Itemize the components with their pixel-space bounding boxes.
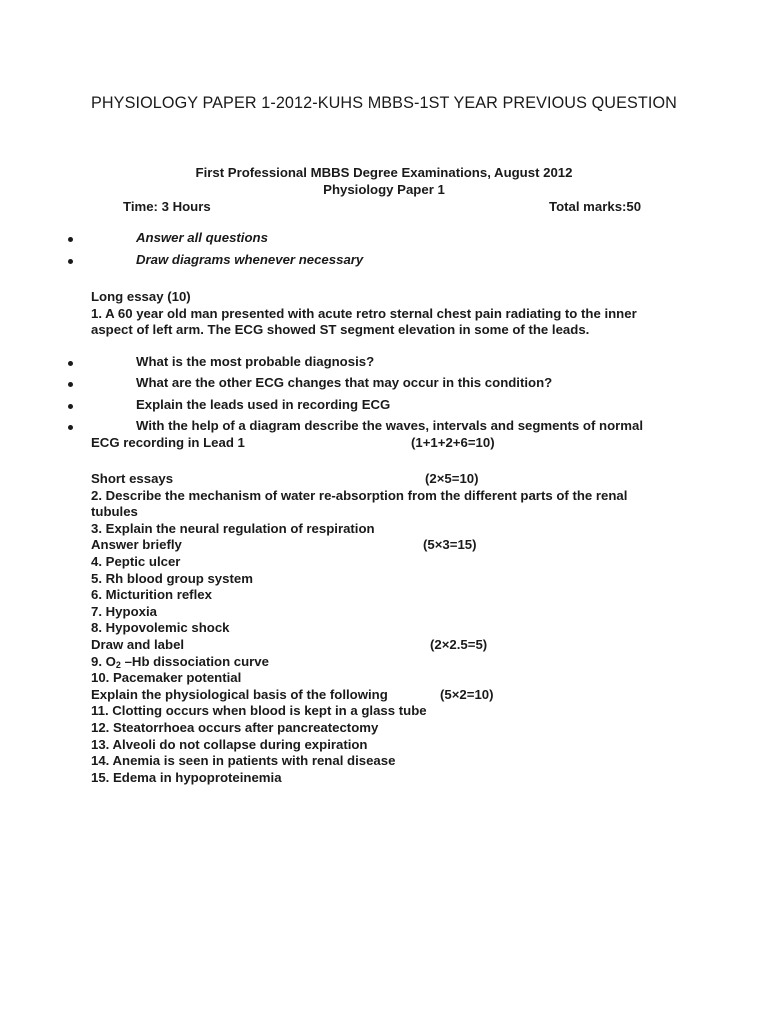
marks-label: (2×2.5=5) [430, 636, 488, 652]
paper-name: Physiology Paper 1 [323, 182, 445, 197]
questions-section [91, 471, 681, 786]
question-text: ECG recording in Lead 1 [91, 435, 245, 450]
section-heading: Long essay (10) [91, 289, 191, 304]
question-text: tubules [91, 504, 138, 520]
question-text: 7. Hypoxia [91, 603, 157, 619]
bullet-icon [68, 361, 73, 366]
section-heading: Answer briefly [91, 537, 182, 553]
marks-label: (5×3=15) [423, 537, 477, 553]
question-text: 8. Hypovolemic shock [91, 620, 230, 636]
question-text: 6. Micturition reflex [91, 587, 212, 603]
section-heading: Short essays [91, 471, 174, 486]
bullet-icon [68, 382, 73, 387]
section-heading: Draw and label [91, 636, 185, 652]
question-text: 15. Edema in hypoproteinemia [91, 769, 282, 785]
long-essay-continuation [91, 435, 681, 452]
marks-label: (1+1+2+6=10) [411, 435, 495, 450]
question-text: 14. Anemia is seen in patients with renal disease [91, 753, 396, 769]
marks-label: (2×5=10) [425, 471, 479, 486]
bullet-icon [68, 237, 73, 242]
question-text: 12. Steatorrhoea occurs after pancreatectomy [91, 719, 379, 735]
question-text: 10. Pacemaker potential [91, 670, 242, 686]
question-text: 1. A 60 year old man presented with acute retro sternal chest pain radiating to the inner [91, 305, 637, 321]
question-text: 13. Alveoli do not collapse during expiration [91, 736, 368, 752]
bullet-icon [68, 259, 73, 264]
question-text: 5. Rh blood group system [91, 570, 253, 586]
document-page: PHYSIOLOGY PAPER 1-2012-KUHS MBBS-1ST YEAR PREVIOUS QUESTION First Professional MBBS Degree Examinations, August 2012 Physiology Paper 1 Time: 3 Hours Total marks:50 Answer all questions Draw diagrams whenever necessary Long essay (10) 1. A 60 year old man presented with acute retro sternal chest pain radiating to the inner aspect of left arm. The ECG showed ST segment elevation in some of the leads. What is the most probable diagnosis? What are the other ECG changes that may occur in this condition? Explain the leads used in recording ECG With the help of a diagram describe the waves, intervals and segments of normal ECG recording in Lead 1 (1+1+2+6=10) Short essays (2×5=10) 2. Describe the mechanism of water re-absorption from the different parts of the renal tubules 3. Explain the neural regulation of respiration Answer briefly (5×3=15) 4. Peptic ulcer 5. Rh blood group system 6. Micturition reflex 7. Hypoxia 8. Hypovolemic shock Draw and label (2×2.5=5) 9. $O_2$ –Hb dissociation curve 10. Pacemaker potential Explain the physiological basis of the following (5×2=10) 11. Clotting occurs when blood is kept in a glass tube 12. Steatorrhoea occurs after pancreatectomy 13. Alveoli do not collapse during expiration 14. Anemia is seen in patients with renal disease 15. Edema in hypoproteinemia [0, 0, 768, 1024]
section-heading: Explain the physiological basis of the following [91, 686, 388, 702]
question-text: aspect of left arm. The ECG showed ST segment elevation in some of the leads. [91, 322, 590, 338]
bullet-icon [68, 404, 73, 409]
question-text: 4. Peptic ulcer [91, 553, 181, 569]
total-marks-label: Total marks:50 [549, 199, 642, 214]
question-text: 3. Explain the neural regulation of respiration [91, 520, 375, 536]
marks-label: (5×2=10) [440, 686, 494, 702]
question-text: 11. Clotting occurs when blood is kept in a glass tube [91, 703, 427, 719]
time-label: Time: 3 Hours [123, 199, 211, 214]
question-text: 9. $O_2$ –Hb dissociation curve [91, 653, 269, 670]
bullet-icon [68, 425, 73, 430]
question-text: 2. Describe the mechanism of water re-absorption from the different parts of the renal [91, 487, 628, 503]
page-title: PHYSIOLOGY PAPER 1-2012-KUHS MBBS-1ST YEAR PREVIOUS QUESTION [91, 94, 677, 112]
exam-heading: First Professional MBBS Degree Examinations, August 2012 [195, 165, 573, 180]
long-essay-section [91, 289, 681, 339]
